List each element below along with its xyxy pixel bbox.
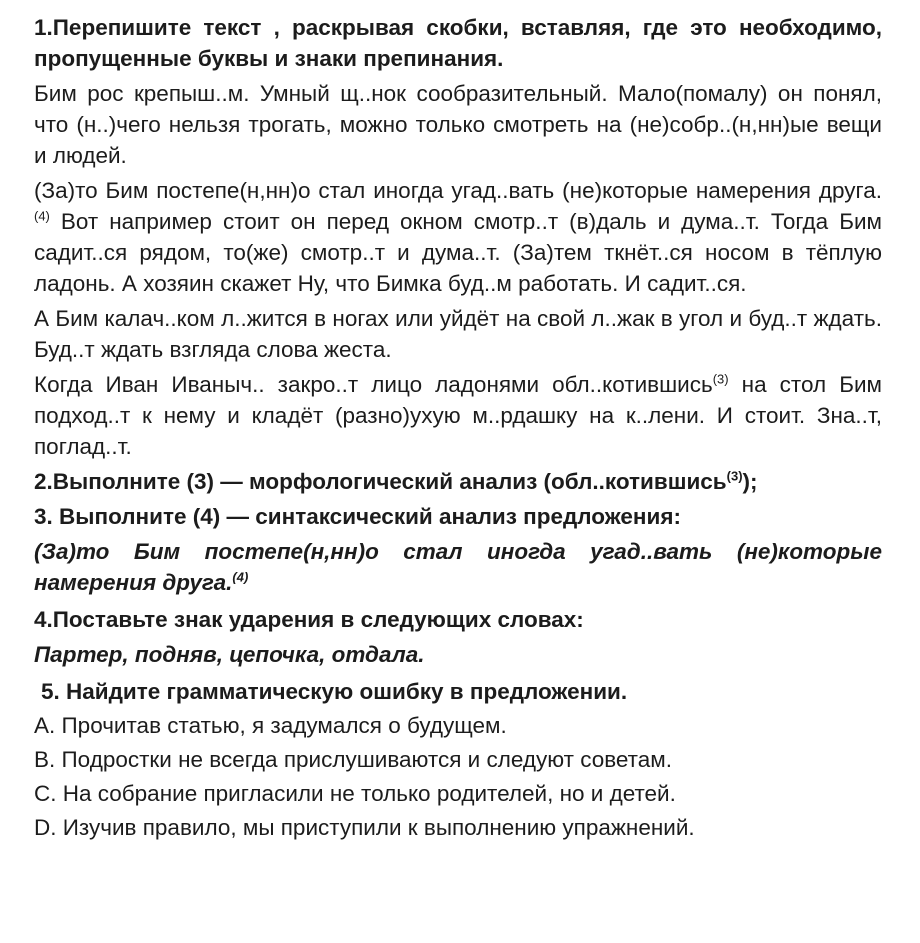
- task4-title: 4.Поставьте знак ударения в следующих словах:: [34, 607, 584, 632]
- paragraph-4-rest: на стол Бим подход..т к нему и кладёт (разно)ухую м..рдашку на к..лени. И стоит. Зна..т, поглад..т.: [34, 372, 882, 459]
- task5-title: 5. Найдите грамматическую ошибку в предложении.: [41, 679, 628, 704]
- task2-end: );: [742, 469, 758, 494]
- paragraph-2-rest: Вот например стоит он перед окном смотр..т (в)даль и дума..т. Тогда Бим садит..ся рядом, то(же) смотр..т и дума..т. (За)тем ткнёт..ся носом в тёплую ладонь. А хозяин скажет Ну, что Бимка буд..м работать. И садит..ся.: [34, 209, 882, 296]
- text-paragraph-4: [34, 369, 882, 462]
- task3-sentence-text: (За)то Бим постепе(н,нн)о стал иногда угад..вать (не)которые намерения друга.: [34, 539, 882, 595]
- footnote-mark-3: (3): [712, 371, 729, 387]
- task4-words: Партер, подняв, цепочка, отдала.: [34, 642, 425, 667]
- task3-sentence: [34, 536, 882, 598]
- text-paragraph-3: А Бим калач..ком л..жится в ногах или уйдёт на свой л..жак в угол и буд..т ждать. Буд..т ждать взгляда слова жеста.: [34, 306, 882, 362]
- text-paragraph-2: [34, 175, 882, 299]
- option-b: B. Подростки не всегда прислушиваются и следуют советам.: [34, 747, 672, 772]
- task2-title: [34, 466, 882, 497]
- task2-text: 2.Выполните (3) — морфологический анализ (обл..котившись: [34, 469, 727, 494]
- text-paragraph-1: Бим рос крепыш..м. Умный щ..нок сообразительный. Мало(помалу) он понял, что (н..)чего нельзя трогать, можно только смотреть на (не)собр..(н,нн)ые вещи и людей.: [34, 81, 882, 168]
- option-d: D. Изучив правило, мы приступили к выполнению упражнений.: [34, 815, 695, 840]
- option-c: C. На собрание пригласили не только родителей, но и детей.: [34, 781, 676, 806]
- task3-footnote-mark: (4): [232, 569, 249, 585]
- task2-footnote-mark: (3): [726, 468, 743, 484]
- paragraph-2-start: (За)то Бим постепе(н,нн)о стал иногда угад..вать (не)которые намерения друга.: [34, 178, 882, 203]
- task3-title: 3. Выполните (4) — синтаксический анализ предложения:: [34, 504, 681, 529]
- footnote-mark-4: (4): [34, 208, 50, 224]
- task1-title: 1.Перепишите текст , раскрывая скобки, вставляя, где это необходимо, пропущенные буквы и знаки препинания.: [34, 15, 882, 71]
- option-a: A. Прочитав статью, я задумался о будущем.: [34, 713, 507, 738]
- paragraph-4-start: Когда Иван Иваныч.. закро..т лицо ладонями обл..котившись: [34, 372, 713, 397]
